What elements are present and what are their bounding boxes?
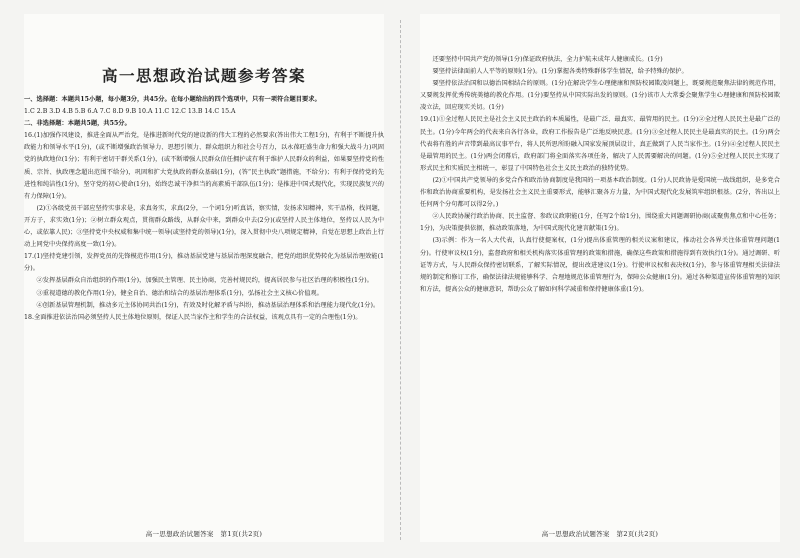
paragraph: 要坚持依法治国和以德治国相结合的原则。(1分)在解决学生心理健康和预防校园欺凌问题上，既要规范聚焦法律的规范作用，又要规发挥优秀传统美德的教化作用。(1分)要坚持从中国实际出发的原则。(1分)该市人大常委会聚焦学生心理健康和预防校园欺凌立法，回应现实关切。(1分) xyxy=(420,80,780,112)
answer-page-2 xyxy=(420,14,780,542)
paragraph: 17.(1)坚持党建引领，发挥党员的先锋模范作用(1分)，推动基层党建与基层治理深度融合，把党的组织优势转化为基层治理效能(1分)。 xyxy=(24,253,384,273)
paragraph: 还要坚持中国共产党的领导(1分)保证政府执法，全力护航未成年人健康成长。(1分) xyxy=(432,56,663,63)
paragraph: 一、选择题：本题共15小题，每小题3分，共45分。在每小题给出的四个选项中，只有一项符合题目要求。 xyxy=(24,96,321,103)
paragraph: ③重视道德的教化作用(1分)，健全自治、德治和结合的基层治理体系(1分)，弘扬社会主义核心价值观。 xyxy=(36,289,323,297)
paragraph: (2)①中国共产党领导的多党合作和政治协商制度是我国的一项基本政治制度。(1分)人民政协是爱国统一战线组织，是多党合作和政治协商重要机构，是发扬社会主义民主重要形式，能够汇聚各方力量，为中国式现代化发展筑牢组织根基。(2分，答出以上任何两个分句都可以得2分。) xyxy=(420,176,780,209)
page-footer: 高一思想政治试题答案 第1页(共2页) xyxy=(145,530,263,538)
paragraph: ②人民政协履行政治协商、民主监督、参政议政职能(1分，任写2个给1分)，围绕重大问题调研协商(或聚焦焦点和中心任务；1分)，为决策提供依据，推动政策落地，为中国式现代化建言献策(1分)。 xyxy=(420,213,780,233)
page-2-content xyxy=(420,54,780,296)
page-1-content xyxy=(24,94,384,324)
document-title: 高一思想政治试题参考答案 xyxy=(101,66,306,85)
paragraph: ②发挥基层群众自治组织的作用(1分)，加强民主管理、民主协商，完善村规民约，提高居民参与社区治理的积极性(1分)。 xyxy=(36,277,373,285)
paragraph: (3)示例：作为一名人大代表，认真行使提案权，(1分)提出体重管理的相关议案和建议，推动社会各界关注体重管理问题(1分)。行使审议权(1分)，监督政府和相关机构落实体重管理的政策和措施，确保这些政策和措施得到有效执行(1分)。通过调研、听证等方式，与人民群众保持密切联系，了解实际情况，提出改进建议(1分)。行使审议权和表决权(1分)，参与体重管理相关法律法规的制定和修订工作，确保法律法规能够科学、合理地规范体重管理行为，保障公众健康(1分)。通过各种渠道宣传体重管理的知识和方法，提高公众的健康意识，帮助公众了解如何科学减重和保持健康体重(1分)。 xyxy=(420,237,780,293)
paragraph: 二、非选择题：本题共5题，共55分。 xyxy=(24,120,131,128)
paragraph: ④创新基层管理机制，推动多元主体协同共治(1分)，有效及时化解矛盾与纠纷，推动基层治理体系和治理能力现代化(1分)。 xyxy=(36,301,380,309)
paragraph: (2)①各级党员干部应坚持实事求是，求真务实，求真(2分，一个词1分)听真话，察实情，发扬求知精神，实干品格，找问题，开方子，求实效(1分)；②树立群众观点，贯彻群众路线，从群众中来，到群众中去(2分)(或坚持人民主体地位，坚持以人民为中心，或依靠人民)；③坚持党中央权威和集中统一领导(或坚持党的领导)(1分)，深入贯彻中央八项规定精神，自觉在思想上政治上行动上同党中央保持高度一致(1分)。 xyxy=(24,204,384,249)
paragraph: 19.(1)①全过程人民民主是社会主义民主政治的本质属性，是最广泛、最真实、最管用的民主。(1分)②全过程人民民主是最广泛的民主。(1分)今年两会的代表来自各行各业，政府工作报告是广泛地反映民意。(1分)③全过程人民民主是最真实的民主。(1分)两会代表将有胜的声音带到最高议事平台，将人民所思所盼融入国家发展顶层设计，真正做到了人民当家作主。(1分)④全过程人民民主是最管用的民主。(1分)两会闭幕后，政府部门将全面落实各项任务，解决了人民需要解决的问题。(1分)⑤全过程人民民主实现了形式民主和实质民主相统一，彰显了中国特色社会主义民主政治的独特优势。 xyxy=(420,116,780,172)
paragraph: 1.C 2.B 3.D 4.B 5.B 6.A 7.C 8.D 9.B 10.A 11.C 12.C 13.B 14.C 15.A xyxy=(24,108,236,116)
page-footer: 高一思想政治试题答案 第2页(共2页) xyxy=(541,530,659,538)
paragraph: 要坚持法律面前人人平等的原则(1分)。(1分)掌握各类特殊群体学生情况，给予特殊的保护。 xyxy=(432,68,688,76)
answer-page-1 xyxy=(24,14,384,542)
paragraph: 18.全面推进依法治国必须坚持人民主体地位原则，保证人民当家作主和学生的合法权益，该观点具有一定的合理性(1分)。 xyxy=(24,313,362,321)
paragraph: 16.(1)加强作风建设，推进全面从严治党，是推进新时代党的建设新的伟大工程的必然要求(答出伟大工程1分)，有利于不断提升执政能力和领导水平(1分)，(或不断增强政治领导力、思想引领力、群众组织力和社会号召力，以永葆旺盛生命力和强大战斗力)巩固党的执政地位(1分)；有利于密切干群关系(1分)，(或不断增强人民群众信任拥护或有利于维护人民群众的利益，如果要坚持党的性质、宗旨、执政理念超出范围不给分)，巩固和扩大党执政的群众基础(1分)，(答“民主执政”题措施，不给分)；有利于保持党的先进性和纯洁性(1分)，坚守党的初心使命(1分)，始终忠诚干净担当的高素质干部队伍(1分)；是推进中国式现代化，实现民族复兴的有力保障(1分)。 xyxy=(24,132,384,200)
page-divider xyxy=(400,20,402,540)
